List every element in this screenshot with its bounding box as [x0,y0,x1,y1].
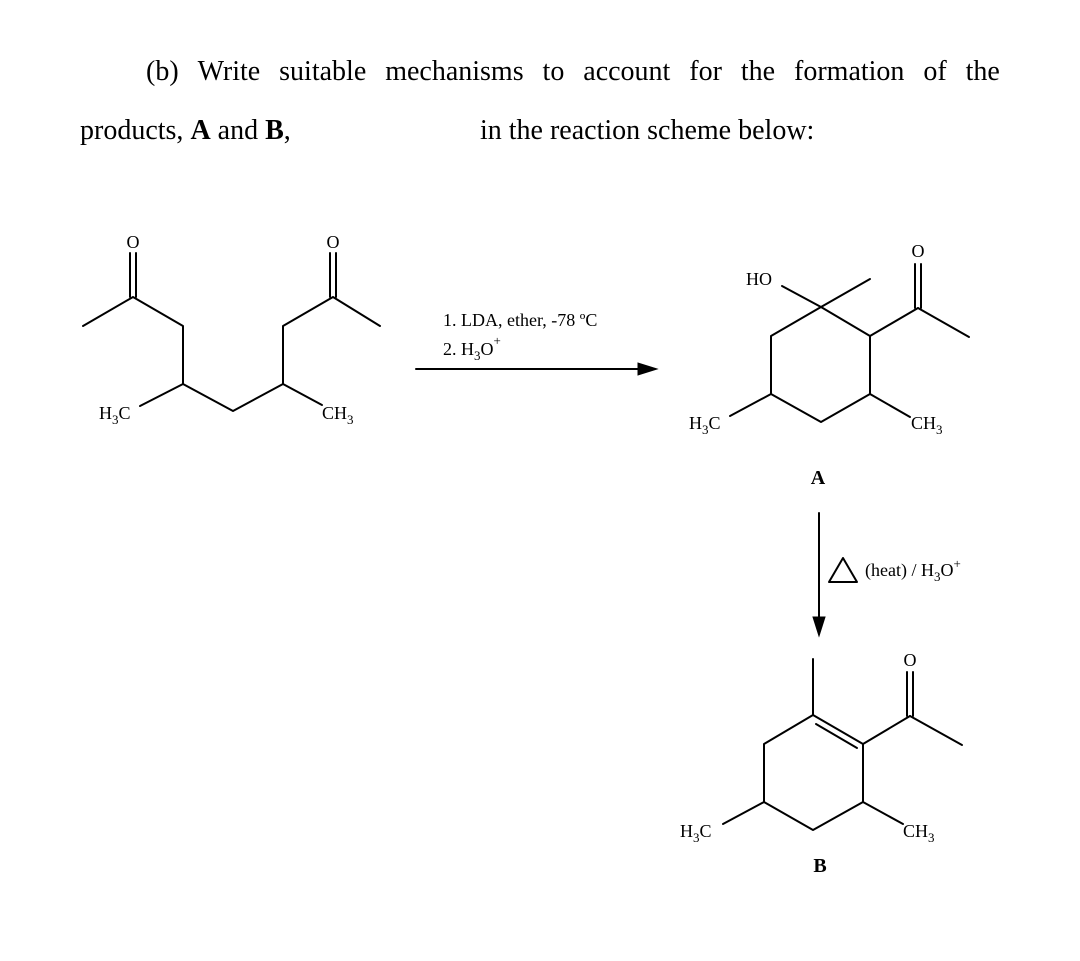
hydroxyl-label: HO [746,269,772,289]
arrow-head [813,617,825,636]
question-word: suitable [279,56,367,87]
question-word: Write [197,56,261,87]
question-text: and [217,115,259,146]
product-a-ref: A [190,115,211,146]
methyl-bond-right [283,384,322,405]
reagent-1-label: 1. LDA, ether, -78 ºC [443,310,598,330]
reagent-2-label: 2. $H_3O^+$ [443,333,501,363]
question-word: the [740,56,776,87]
product-a-structure [689,241,969,489]
oxygen-label: O [126,232,140,252]
question-word: to [542,56,565,87]
methyl-label-right: $CH_3$ [911,413,943,437]
acyl-methyl-bond [910,716,962,745]
methyl-bond-right [863,802,903,824]
cyclohexene-ring [764,715,863,830]
step-2-conditions: (heat) / $H_3O^+$ [865,556,961,584]
methyl-bond-right [870,394,910,417]
question-word: account [583,56,671,87]
product-b-structure [680,650,962,877]
question-line-2-right: in the reaction scheme below: [480,115,815,146]
carbon-chain [83,297,380,411]
oxygen-label: O [903,650,917,670]
reaction-arrow-2 [813,513,961,636]
methyl-bond-left [730,394,771,416]
question-word: the [965,56,1000,87]
acyl-methyl-bond [918,308,969,337]
arrow-head [638,363,657,375]
heat-triangle-icon [829,558,857,582]
starting-material [83,232,380,427]
question-comma: , [283,115,291,146]
product-b-label: B [813,855,827,877]
oxygen-label: O [911,241,925,261]
part-label: (b) [146,56,179,87]
question-word: mechanisms [385,56,524,87]
methyl-label-right: $CH_3$ [903,821,935,845]
methyl-label-right: $CH_3$ [322,403,354,427]
methyl-bond-left [723,802,764,824]
methyl-label-left: $H_3C$ [680,821,712,845]
methyl-bond-left [140,384,183,406]
question-word: for [689,56,722,87]
acyl-bond [863,716,910,744]
oxygen-label: O [326,232,340,252]
methyl-label-left: $H_3C$ [99,403,131,427]
acyl-bond [870,308,918,336]
question-text: products, [80,115,184,146]
question-word: of [923,56,947,87]
question-word: formation [794,56,905,87]
methyl-label-left: $H_3C$ [689,413,721,437]
reaction-arrow-1 [416,310,657,375]
product-a-label: A [810,467,826,489]
hydroxyl-bond [782,286,821,307]
methyl-bond [821,279,870,307]
product-b-ref: B [265,115,284,146]
cyclohexane-ring [771,307,870,422]
